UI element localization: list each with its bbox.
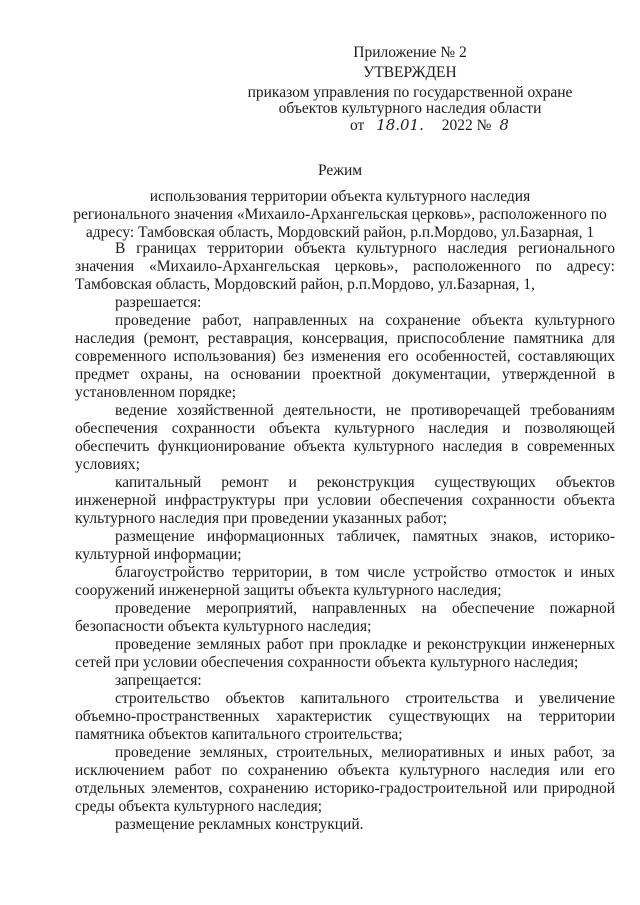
handwritten-date: 18.01. bbox=[376, 116, 424, 134]
allowed-item: размещение информационных табличек, памятных знаков, историко-культурной информации; bbox=[75, 528, 615, 563]
title-line-3: адресу: Тамбовская область, Мордовский район, р.п.Мордово, ул.Базарная, 1 bbox=[85, 224, 595, 241]
handwritten-order-number: 8 bbox=[499, 116, 509, 134]
allowed-item: ведение хозяйственной деятельности, не противоречащей требованиям обеспечения сохранности объекта культурного наследия и позволяющей обеспечить функционирование объекта культурного наследия в современных условиях; bbox=[75, 402, 615, 473]
approved-heading: УТВЕРЖДЕН bbox=[363, 64, 457, 81]
date-prefix: от bbox=[350, 117, 365, 134]
order-year: 2022 № bbox=[441, 117, 492, 134]
allowed-label: разрешается: bbox=[115, 294, 202, 311]
title-line-2: регионального значения «Михаило-Архангельская церковь», расположенного по bbox=[73, 206, 607, 223]
forbidden-item: строительство объектов капитального строительства и увеличение объемно-пространственных характеристик существующих на территории памятника объектов капитального строительства; bbox=[75, 690, 615, 743]
allowed-item: капитальный ремонт и реконструкция существующих объектов инженерной инфраструктуры при условии обеспечения сохранности объекта культурного наследия при проведении указанных работ; bbox=[75, 474, 615, 527]
allowed-item: проведение земляных работ при прокладке и реконструкции инженерных сетей при условии обеспечения сохранности объекта культурного наследия; bbox=[75, 636, 615, 671]
forbidden-item: размещение рекламных конструкций. bbox=[115, 816, 364, 833]
approval-date-line bbox=[350, 116, 509, 135]
forbidden-label: запрещается: bbox=[115, 672, 202, 689]
allowed-item: проведение мероприятий, направленных на обеспечение пожарной безопасности объекта культурного наследия; bbox=[75, 600, 615, 635]
title-line-1: использования территории объекта культурного наследия bbox=[149, 188, 531, 205]
title-word: Режим bbox=[317, 162, 363, 179]
allowed-item: проведение работ, направленных на сохранение объекта культурного наследия (ремонт, реставрация, консервация, приспособление памятника для современного использования) без изменения его особенностей, составляющих предмет охраны, на основании проектной документации, утвержденной в установленном порядке; bbox=[75, 312, 615, 401]
approval-line-2: объектов культурного наследия области bbox=[278, 100, 542, 117]
approval-line-1: приказом управления по государственной охране bbox=[247, 84, 573, 101]
allowed-item: благоустройство территории, в том числе устройство отмосток и иных сооружений инженерной защиты объекта культурного наследия; bbox=[75, 564, 615, 599]
document-title bbox=[70, 162, 610, 242]
appendix-number: Приложение № 2 bbox=[353, 44, 467, 61]
document-body bbox=[75, 240, 615, 834]
forbidden-item: проведение земляных, строительных, мелиоративных и иных работ, за исключением работ по сохранению объекта культурного наследия или его отдельных элементов, сохранению историко-градостроительной или природной среды объекта культурного наследия; bbox=[75, 744, 615, 815]
intro-paragraph: В границах территории объекта культурного наследия регионального значения «Михаило-Архангельская церковь», расположенного по адресу: Тамбовская область, Мордовский район, р.п.Мордово, ул.Базарная, 1, bbox=[75, 240, 615, 293]
